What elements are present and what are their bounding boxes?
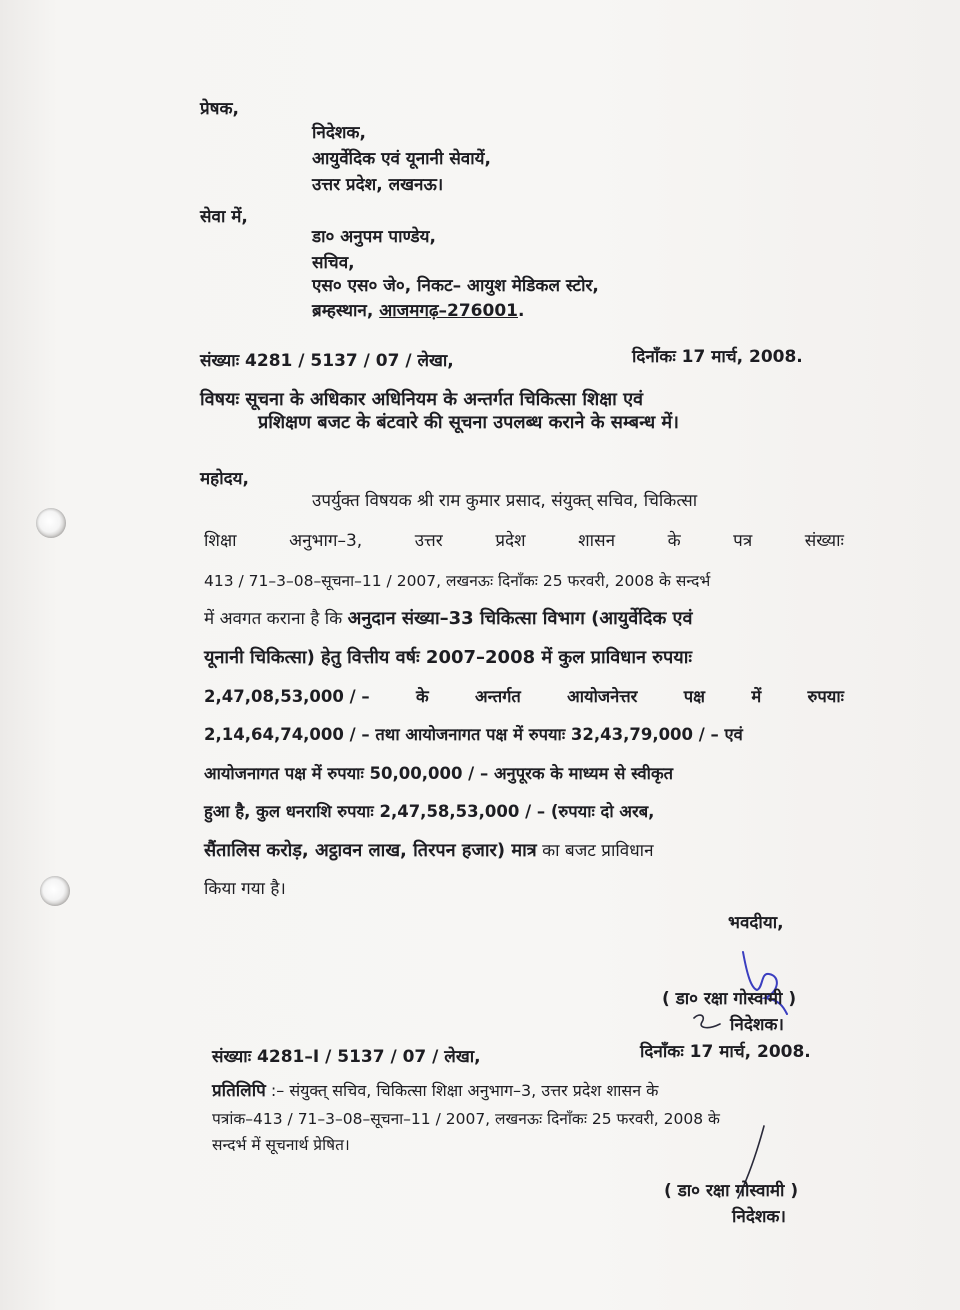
copy-date: दिनाँकः 17 मार्च, 2008. [640, 1042, 811, 1062]
recipient-address-end: . [518, 301, 525, 321]
word: के [667, 531, 681, 551]
copy-number: संख्याः 4281–I / 5137 / 07 / लेखा, [212, 1047, 481, 1067]
reference-date: दिनाँकः 17 मार्च, 2008. [632, 347, 803, 367]
sender-line: उत्तर प्रदेश, लखनऊ। [312, 175, 444, 195]
word: प्रदेश [495, 531, 526, 551]
initials-mark [690, 1010, 724, 1034]
sender-line: आयुर्वेदिक एवं यूनानी सेवायें, [312, 149, 491, 169]
word: आयोजनेत्तर [567, 687, 638, 706]
body-line: 2,14,64,74,000 / – तथा आयोजनागत पक्ष में रुपयाः 32,43,79,000 / – एवं [204, 725, 743, 744]
closing-name: ( डा० रक्षा गोस्वामी ) [662, 989, 797, 1009]
word: में [751, 687, 762, 706]
recipient-line: सचिव, [312, 253, 355, 273]
recipient-address-part: ब्रम्हस्थान, [312, 301, 380, 321]
body-line: हुआ है, कुल धनराशि रुपयाः 2,47,58,53,000 / – (रुपयाः दो अरब, [204, 802, 655, 821]
word: संख्याः [804, 531, 844, 551]
subject-line: प्रशिक्षण बजट के बंटवारे की सूचना उपलब्ध कराने के सम्बन्ध में। [258, 412, 679, 433]
closing-designation: निदेशक। [730, 1015, 784, 1035]
body-line [204, 608, 693, 630]
recipient-city-pin: आजमगढ़–276001 [379, 301, 518, 321]
amount-in-words: सैंतालिस करोड़, अट्ठावन लाख, तिरपन हजार) मात्र [204, 840, 537, 861]
word: के [416, 687, 429, 706]
recipient-address-line [312, 300, 524, 322]
word: पत्र [733, 531, 753, 551]
recipient-line: एस० एस० जे०, निकट– आयुश मेडिकल स्टोर, [312, 276, 599, 296]
punch-hole-bottom [40, 876, 70, 906]
copy-line [212, 1080, 658, 1102]
punch-hole-top [36, 508, 66, 538]
copy-text: :– संयुक्त् सचिव, चिकित्सा शिक्षा अनुभाग–3, उत्तर प्रदेश शासन के [265, 1081, 659, 1100]
body-line-justified [204, 530, 844, 552]
sender-line: निदेशक, [312, 123, 366, 143]
salutation: महोदय, [200, 469, 249, 489]
grant-number: अनुदान संख्या–33 चिकित्सा विभाग (आयुर्वेदिक एवं [347, 608, 693, 629]
word: रुपयाः [807, 687, 844, 706]
word: शासन [578, 531, 616, 551]
closing-yours: भवदीया, [728, 913, 784, 933]
body-text: में अवगत कराना है कि [204, 609, 348, 629]
copy-signatory-name: ( डा० रक्षा गोस्वामी ) [664, 1181, 799, 1201]
body-line: यूनानी चिकित्सा) हेतु वित्तीय वर्षः 2007–2008 में कुल प्राविधान रुपयाः [204, 647, 693, 668]
subject-line: विषयः सूचना के अधिकार अधिनियम के अन्तर्गत चिकित्सा शिक्षा एवं [200, 389, 644, 410]
body-line: उपर्युक्त विषयक श्री राम कुमार प्रसाद, संयुक्त् सचिव, चिकित्सा [312, 491, 698, 511]
signature-mark [735, 944, 805, 1024]
recipient-label: सेवा में, [200, 207, 248, 227]
word: अनुभाग–3, [289, 531, 363, 551]
copy-line: पत्रांक–413 / 71–3–08–सूचना–11 / 2007, लखनऊः दिनाँकः 25 फरवरी, 2008 के [212, 1110, 720, 1128]
body-line-justified [204, 686, 844, 708]
copy-label: प्रतिलिपि [212, 1081, 266, 1101]
word: शिक्षा [204, 531, 237, 551]
copy-line: सन्दर्भ में सूचनार्थ प्रेषित। [212, 1136, 350, 1154]
sender-label: प्रेषक, [200, 99, 240, 119]
body-line: 413 / 71–3–08–सूचना–11 / 2007, लखनऊः दिनाँकः 25 फरवरी, 2008 के सन्दर्भ [204, 572, 711, 590]
body-line: आयोजनागत पक्ष में रुपयाः 50,00,000 / – अनुपूरक के माध्यम से स्वीकृत [204, 764, 674, 783]
reference-number: संख्याः 4281 / 5137 / 07 / लेखा, [200, 351, 454, 371]
word: पक्ष [683, 687, 705, 706]
copy-signatory-designation: निदेशक। [732, 1207, 786, 1227]
recipient-line: डा० अनुपम पाण्डेय, [312, 227, 436, 247]
body-line: किया गया है। [204, 879, 286, 899]
word: अन्तर्गत [475, 687, 521, 706]
body-text: का बजट प्राविधान [536, 841, 654, 861]
word: उत्तर [414, 531, 443, 551]
word: 2,47,08,53,000 / – [204, 687, 370, 706]
body-line [204, 840, 654, 862]
